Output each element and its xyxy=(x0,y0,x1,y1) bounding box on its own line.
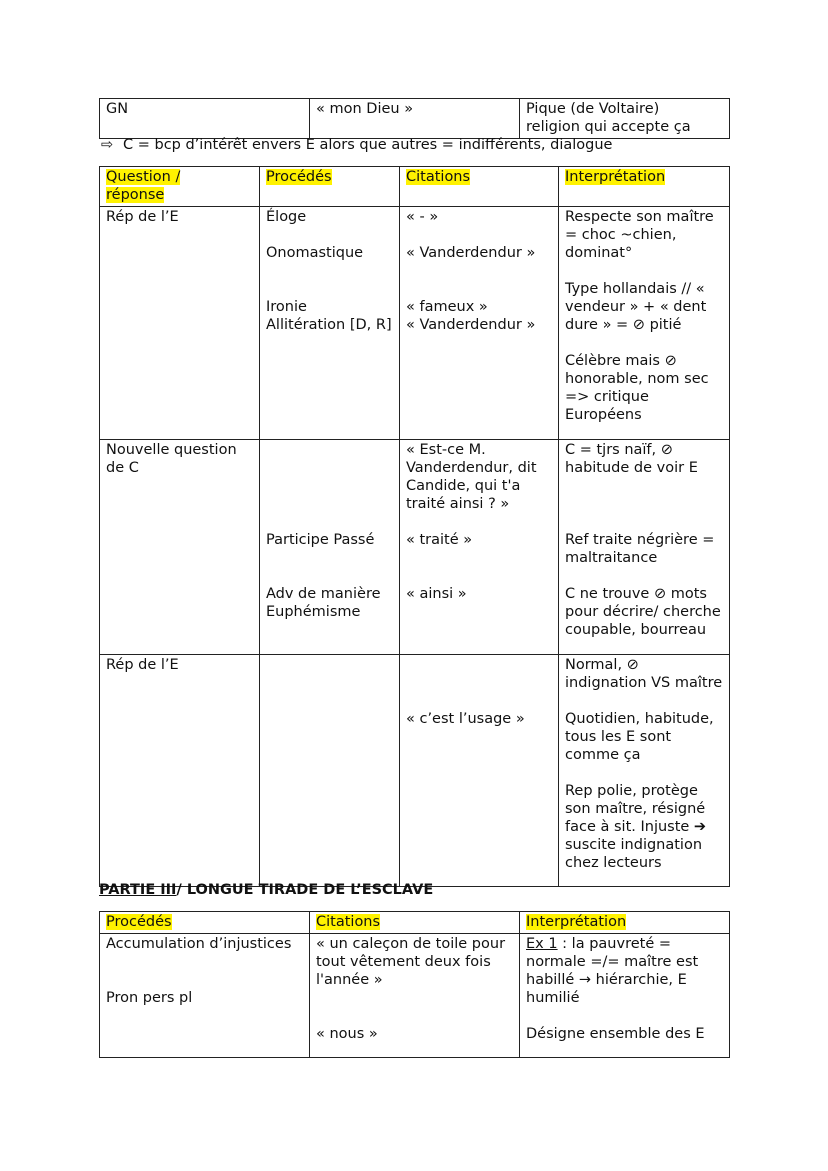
procedes-cell xyxy=(260,207,400,440)
citation-item: « traité » xyxy=(406,532,473,548)
arrow-icon: ⇨ xyxy=(101,137,114,153)
citation-item: « ainsi » xyxy=(406,586,467,602)
procede-item: Accumulation d’injustices xyxy=(106,936,292,952)
summary-note xyxy=(101,136,612,154)
citation-item: « - » xyxy=(406,209,439,225)
interpretation-item: Célèbre mais ⊘ honorable, nom sec => critique Européens xyxy=(565,353,709,423)
header-citations: Citations xyxy=(310,912,520,934)
interpretation-item: Ref traite négrière = maltraitance xyxy=(565,532,715,566)
interpretation-item: C ne trouve ⊘ mots pour décrire/ cherche coupable, bourreau xyxy=(565,586,721,638)
citation-item: « Est-ce M. Vanderdendur, dit Candide, qui t'a traité ainsi ? » xyxy=(406,442,537,512)
top-cell-2: « mon Dieu » xyxy=(310,99,520,139)
table-row xyxy=(100,440,730,655)
citation-item: « nous » xyxy=(316,1026,378,1042)
top-table xyxy=(99,98,730,139)
procede-item: Pron pers pl xyxy=(106,990,193,1006)
citations-cell xyxy=(400,440,559,655)
interpretation-cell xyxy=(559,207,730,440)
table-row xyxy=(100,99,730,139)
procede-item: Ironie Allitération [D, R] xyxy=(266,299,392,333)
example-label: Ex 1 xyxy=(526,936,558,952)
citations-cell xyxy=(400,655,559,887)
interpretation-item: Normal, ⊘ indignation VS maître xyxy=(565,657,723,691)
interpretation-item xyxy=(526,935,723,1007)
citation-item: « fameux » « Vanderdendur » xyxy=(406,299,536,333)
table-row xyxy=(100,934,730,1058)
interpretation-item: Quotidien, habitude, tous les E sont comme ça xyxy=(565,711,714,763)
analysis-table xyxy=(99,166,730,887)
citation-item: « c’est l’usage » xyxy=(406,711,525,727)
top-cell-1: GN xyxy=(100,99,310,139)
citations-cell xyxy=(310,934,520,1058)
interpretation-cell xyxy=(559,655,730,887)
question-cell: Rép de l’E xyxy=(100,207,260,440)
header-citations: Citations xyxy=(400,167,559,207)
interpretation-item: Désigne ensemble des E xyxy=(526,1026,705,1042)
table-header-row xyxy=(100,912,730,934)
procede-item: Éloge xyxy=(266,209,307,225)
interpretation-item: Type hollandais // « vendeur » + « dent dure » = ⊘ pitié xyxy=(565,281,707,333)
header-interpretation: Interprétation xyxy=(520,912,730,934)
top-cell-3: Pique (de Voltaire) religion qui accepte ça xyxy=(520,99,730,139)
section-heading xyxy=(99,881,433,899)
tirade-table xyxy=(99,911,730,1058)
section-heading-suffix: / LONGUE TIRADE DE L’ESCLAVE xyxy=(176,882,434,898)
table-row xyxy=(100,207,730,440)
citations-cell xyxy=(400,207,559,440)
procede-item: Participe Passé xyxy=(266,532,375,548)
procedes-cell xyxy=(100,934,310,1058)
procedes-cell xyxy=(260,655,400,887)
question-cell: Nouvelle question de C xyxy=(100,440,260,655)
citation-item: « un caleçon de toile pour tout vêtement deux fois l'année » xyxy=(316,936,506,988)
interpretation-item: Rep polie, protège son maître, résigné face à sit. Injuste ➔ suscite indignation chez lecteurs xyxy=(565,783,707,871)
interpretation-item: C = tjrs naïf, ⊘ habitude de voir E xyxy=(565,442,698,476)
interpretation-cell xyxy=(559,440,730,655)
header-question: Question / réponse xyxy=(100,167,260,207)
header-interpretation: Interprétation xyxy=(559,167,730,207)
question-cell: Rép de l’E xyxy=(100,655,260,887)
interpretation-item: Respecte son maître = choc ~chien, dominat° xyxy=(565,209,714,261)
interpretation-cell xyxy=(520,934,730,1058)
table-row xyxy=(100,655,730,887)
example-text: : la pauvreté = normale =/= maître est habillé → hiérarchie, E humilié xyxy=(526,936,699,1006)
procedes-cell xyxy=(260,440,400,655)
table-header-row xyxy=(100,167,730,207)
section-heading-prefix: PARTIE III xyxy=(99,882,177,898)
procede-item: Adv de manière Euphémisme xyxy=(266,586,381,620)
header-procedes: Procédés xyxy=(100,912,310,934)
summary-text: C = bcp d’intérêt envers E alors que autres = indifférents, dialogue xyxy=(123,137,613,153)
citation-item: « Vanderdendur » xyxy=(406,245,536,261)
header-procedes: Procédés xyxy=(260,167,400,207)
procede-item: Onomastique xyxy=(266,245,364,261)
